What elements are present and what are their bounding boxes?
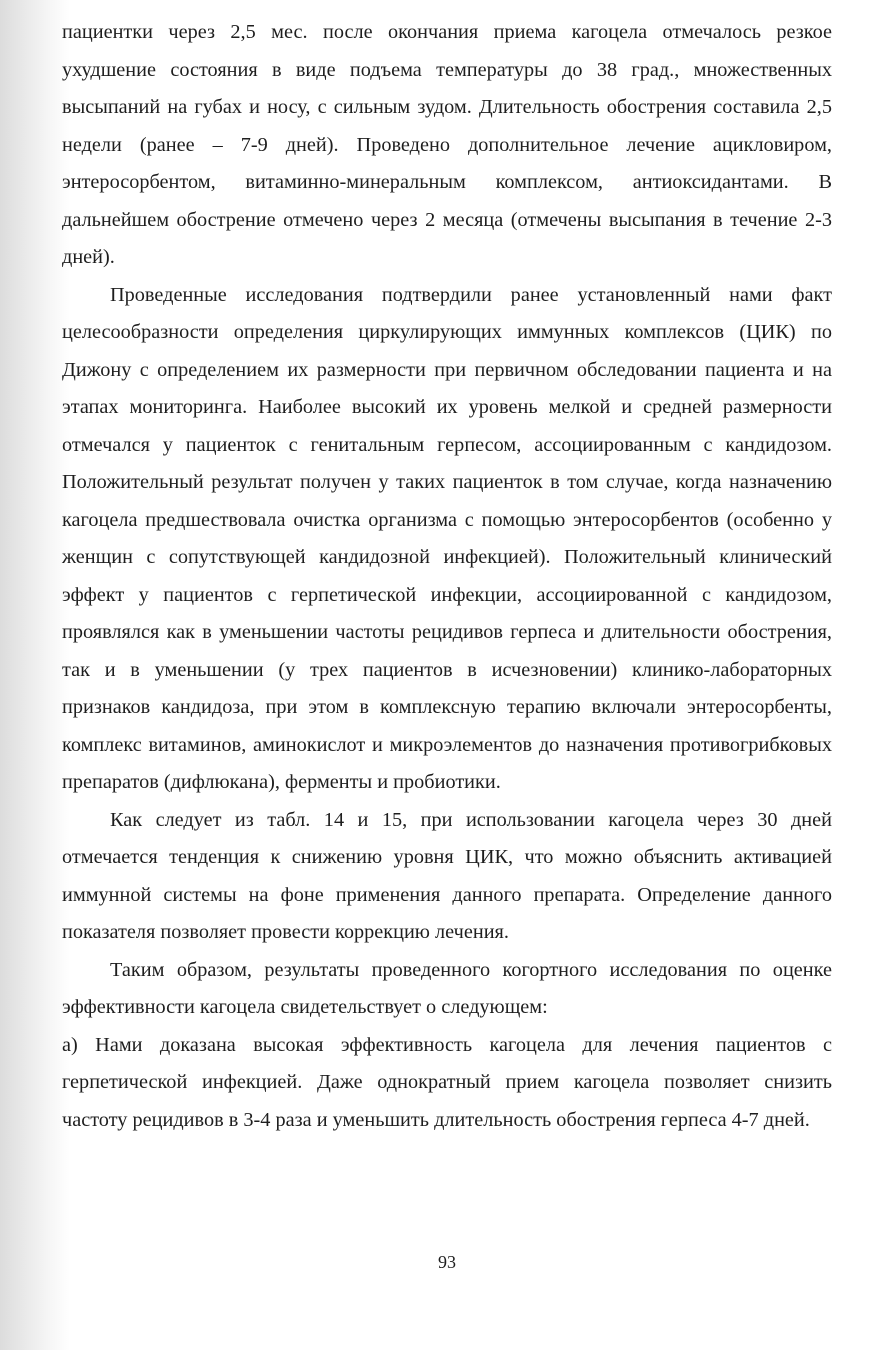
- page-binding-shadow: [0, 0, 70, 1350]
- paragraph-tables-reference: Как следует из табл. 14 и 15, при использовании кагоцела через 30 дней отмечается тенденция к снижению уровня ЦИК, что можно объяснить активацией иммунной системы на фоне применения данного препарата. Определение данного показателя позволяет провести коррекцию лечения.: [62, 808, 832, 943]
- paragraph-conclusion-intro: Таким образом, результаты проведенного когортного исследования по оценке эффективности кагоцела свидетельствует о следующем:: [62, 958, 832, 1018]
- paragraph-research-results: Проведенные исследования подтвердили ранее установленный нами факт целесообразности определения циркулирующих иммунных комплексов (ЦИК) по Дижону с определением их размерности при первичном обследовании пациента и на этапах мониторинга. Наиболее высокий их уровень мелкой и средней размерности отмечался у пациенток с генитальным герпесом, ассоциированным с кандидозом. Положительный результат получен у таких пациенток в том случае, когда назначению кагоцела предшествовала очистка организма с помощью энтеросорбентов (особенно у женщин с сопутствующей кандидозной инфекцией). Положительный клинический эффект у пациентов с герпетической инфекции, ассоциированной с кандидозом, проявлялся как в уменьшении частоты рецидивов герпеса и длительности обострения, так и в уменьшении (у трех пациентов в исчезновении) клинико-лабораторных признаков кандидоза, при этом в комплексную терапию включали энтеросорбенты, комплекс витаминов, аминокислот и микроэлементов до назначения противогрибковых препаратов (дифлюкана), ферменты и пробиотики.: [62, 283, 832, 793]
- paragraph-conclusion-item-a: а) Нами доказана высокая эффективность кагоцела для лечения пациентов с герпетической инфекцией. Даже однократный прием кагоцела позволяет снизить частоту рецидивов в 3-4 раза и уменьшить длительность обострения герпеса 4-7 дней.: [62, 1033, 832, 1131]
- document-page: [62, 14, 832, 1139]
- page-number: 93: [438, 1252, 456, 1272]
- paragraph-continuation: пациентки через 2,5 мес. после окончания приема кагоцела отмечалось резкое ухудшение состояния в виде подъема температуры до 38 град., множественных высыпаний на губах и носу, с сильным зудом. Длительность обострения составила 2,5 недели (ранее – 7-9 дней). Проведено дополнительное лечение ацикловиром, энтеросорбентом, витаминно-минеральным комплексом, антиоксидантами. В дальнейшем обострение отмечено через 2 месяца (отмечены высыпания в течение 2-3 дней).: [62, 21, 832, 268]
